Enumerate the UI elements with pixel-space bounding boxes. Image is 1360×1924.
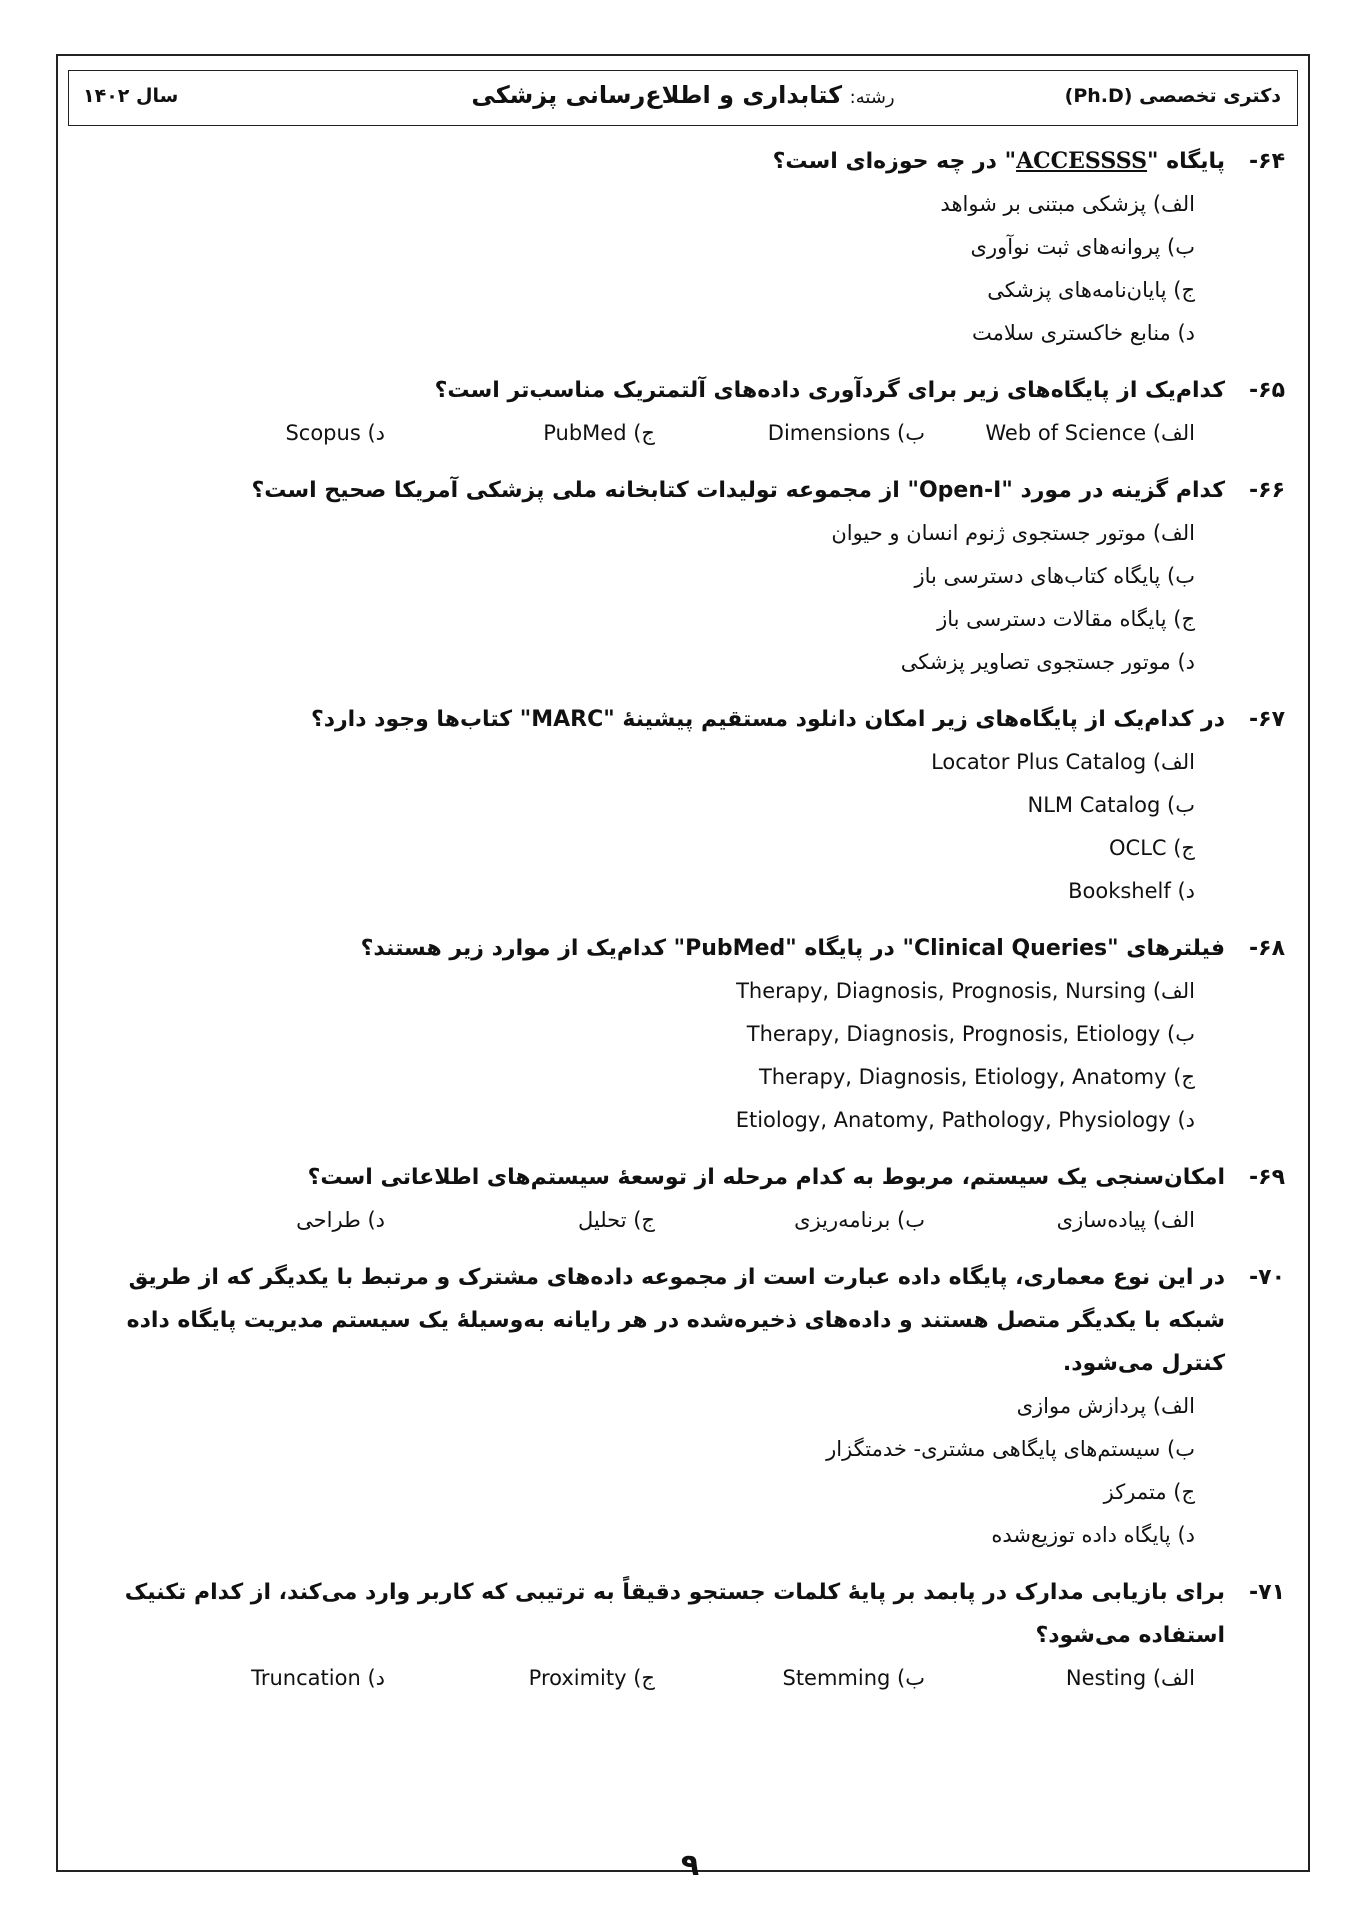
question-65 [80,369,1285,455]
exam-header [68,70,1298,126]
stem-text: در این نوع معماری، پایگاه داده عبارت است از مجموعه داده‌های مشترک و مرتبط با یکدیگر که از طریق شبکه با یکدیگر متصل هستند و داده‌های ذخیره‌شده در هر رایانه به‌وسیلهٔ یک سیستم مدیریت پایگاه داده کنترل می‌شود. [126,1265,1225,1376]
option: الف) موتور جستجوی ژنوم انسان و حیوان [831,521,1195,545]
question-68 [80,927,1285,1142]
option: د) طراحی [296,1208,385,1232]
option: ج) پایگاه مقالات دسترسی باز [937,607,1195,631]
question-stem [80,1571,1285,1657]
footer-rule [736,1870,1310,1872]
question-number: ۶۹- [1249,1165,1285,1190]
degree-label: دکتری تخصصی (Ph.D) [1064,85,1281,107]
question-number: ۶۵- [1249,378,1285,403]
option: ب) NLM Catalog [1027,793,1195,817]
question-69 [80,1156,1285,1242]
option: د) Scopus [285,421,385,445]
option: ج) پایان‌نامه‌های پزشکی [987,278,1195,302]
option: ج) Therapy, Diagnosis, Etiology, Anatomy [758,1065,1195,1089]
option: ب) سیستم‌های پایگاهی مشتری- خدمتگزار [826,1437,1195,1461]
question-stem [80,698,1285,741]
option: الف) پیاده‌سازی [1056,1208,1195,1232]
option: ب) پایگاه کتاب‌های دسترسی باز [914,564,1195,588]
question-number: ۶۷- [1249,707,1285,732]
option: الف) Therapy, Diagnosis, Prognosis, Nursing [736,979,1195,1003]
option: د) Truncation [251,1666,385,1690]
stem-text: " در چه حوزه‌ای است؟ [772,149,1017,174]
option: د) منابع خاکستری سلامت [971,321,1195,345]
option: د) پایگاه داده توزیع‌شده [991,1523,1195,1547]
option: د) موتور جستجوی تصاویر پزشکی [900,650,1195,674]
option: ج) PubMed [543,421,655,445]
page-footer [56,1848,1310,1900]
option: د) Etiology, Anatomy, Pathology, Physiology [735,1108,1195,1132]
option: الف) Web of Science [985,421,1195,445]
question-stem [80,927,1285,970]
option: الف) پردازش موازی [1016,1394,1195,1418]
stem-text: برای بازیابی مدارک در پابمد بر پایهٔ کلمات جستجو دقیقاً به ترتیبی که کاربر وارد می‌کند، از کدام تکنیک استفاده می‌شود؟ [124,1580,1225,1648]
stem-text: در کدام‌یک از پایگاه‌های زیر امکان دانلود مستقیم پیشینهٔ "MARC" کتاب‌ها وجود دارد؟ [310,707,1225,732]
question-71 [80,1571,1285,1700]
question-number: ۶۴- [1249,149,1285,174]
option: الف) Locator Plus Catalog [931,750,1195,774]
field-value: کتابداری و اطلاع‌رسانی پزشکی [471,81,843,109]
question-70 [80,1256,1285,1557]
page-number: ۹ [680,1848,700,1883]
question-stem [80,140,1285,183]
stem-text: کدام گزینه در مورد "Open-I" از مجموعه تولیدات کتابخانه ملی پزشکی آمریکا صحیح است؟ [251,478,1225,503]
option: ب) برنامه‌ریزی [794,1208,925,1232]
question-67 [80,698,1285,913]
option: ب) پروانه‌های ثبت نوآوری [970,235,1195,259]
stem-text: فیلترهای "Clinical Queries" در پایگاه "PubMed" کدام‌یک از موارد زیر هستند؟ [360,936,1225,961]
questions-list [80,140,1285,1714]
option: الف) پزشکی مبتنی بر شواهد [940,192,1195,216]
question-number: ۷۰- [1249,1265,1285,1290]
field-label: رشته: [849,87,895,108]
option: ب) Therapy, Diagnosis, Prognosis, Etiology [746,1022,1195,1046]
question-number: ۶۶- [1249,478,1285,503]
question-66 [80,469,1285,684]
question-stem [80,469,1285,512]
stem-text: پایگاه " [1147,149,1225,174]
stem-underlined: ACCESSSS [1016,148,1148,174]
option: ج) متمرکز [1103,1480,1195,1504]
option: ب) Stemming [782,1666,925,1690]
option: ج) Proximity [528,1666,655,1690]
stem-text: امکان‌سنجی یک سیستم، مربوط به کدام مرحله از توسعهٔ سیستم‌های اطلاعاتی است؟ [307,1165,1225,1190]
question-number: ۷۱- [1249,1580,1285,1605]
question-number: ۶۸- [1249,936,1285,961]
stem-text: کدام‌یک از پایگاه‌های زیر برای گردآوری داده‌های آلتمتریک مناسب‌تر است؟ [434,378,1225,403]
question-stem [80,369,1285,412]
question-64 [80,140,1285,355]
option: ج) تحلیل [577,1208,655,1232]
option: ب) Dimensions [767,421,925,445]
question-stem [80,1156,1285,1199]
year-label: سال ۱۴۰۲ [83,85,179,107]
question-stem [80,1256,1285,1385]
footer-rule [56,1870,646,1872]
field-title [69,81,1297,109]
option: الف) Nesting [1065,1666,1195,1690]
option: د) Bookshelf [1068,879,1195,903]
option: ج) OCLC [1109,836,1195,860]
